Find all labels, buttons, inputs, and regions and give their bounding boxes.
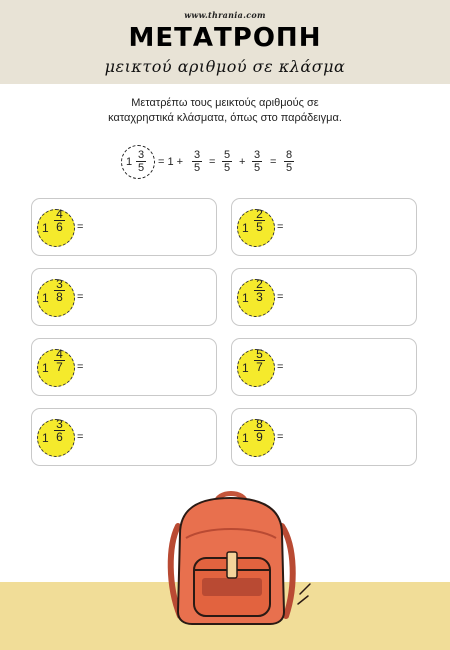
denominator: 7 <box>256 360 263 374</box>
whole-part: 1 <box>42 361 49 375</box>
numerator: 4 <box>56 207 63 221</box>
equals-sign: = <box>277 221 284 233</box>
fraction <box>54 208 65 233</box>
numerator: 3 <box>253 149 261 161</box>
denominator: 8 <box>56 290 63 304</box>
fraction <box>254 348 265 373</box>
fraction <box>54 348 65 373</box>
numerator: 5 <box>256 347 263 361</box>
instructions <box>60 96 390 126</box>
page-title: ΜΕΤΑΤΡΟΠΗ <box>128 23 322 53</box>
numerator: 2 <box>256 207 263 221</box>
exercise-card-8[interactable] <box>231 408 417 466</box>
numerator: 4 <box>56 347 63 361</box>
example-fraction-1 <box>136 149 146 174</box>
backpack-icon <box>150 486 315 628</box>
fraction <box>54 278 65 303</box>
example-equals: = <box>209 156 216 168</box>
equals-sign: = <box>77 291 84 303</box>
example-fraction-4 <box>252 149 262 174</box>
exercise-card-5[interactable] <box>31 338 217 396</box>
whole-part: 1 <box>42 431 49 445</box>
fraction <box>54 418 65 443</box>
example-fraction-3 <box>222 149 232 174</box>
whole-part: 1 <box>242 291 249 305</box>
denominator: 5 <box>285 162 293 174</box>
exercise-card-3[interactable] <box>31 268 217 326</box>
numerator: 3 <box>56 277 63 291</box>
exercise-card-6[interactable] <box>231 338 417 396</box>
equals-sign: = <box>277 431 284 443</box>
numerator: 3 <box>193 149 201 161</box>
exercise-card-4[interactable] <box>231 268 417 326</box>
site-url: www.thrania.com <box>184 10 266 20</box>
example-equals-one-plus: = 1 + <box>158 156 184 168</box>
denominator: 7 <box>56 360 63 374</box>
example-plus: + <box>239 156 246 168</box>
instructions-line-2: καταχρηστικά κλάσματα, όπως στο παράδειγμα. <box>108 112 342 124</box>
denominator: 5 <box>193 162 201 174</box>
exercise-card-1[interactable] <box>31 198 217 256</box>
denominator: 6 <box>56 220 63 234</box>
whole-part: 1 <box>242 221 249 235</box>
numerator: 3 <box>137 149 145 161</box>
whole-part: 1 <box>42 291 49 305</box>
whole-part: 1 <box>42 221 49 235</box>
example-whole: 1 <box>126 156 133 168</box>
whole-part: 1 <box>242 431 249 445</box>
equals-sign: = <box>77 361 84 373</box>
fraction <box>254 208 265 233</box>
equals-sign: = <box>277 361 284 373</box>
denominator: 3 <box>256 290 263 304</box>
denominator: 5 <box>256 220 263 234</box>
whole-part: 1 <box>242 361 249 375</box>
denominator: 5 <box>223 162 231 174</box>
denominator: 6 <box>56 430 63 444</box>
worked-example <box>121 145 341 181</box>
header-band <box>0 0 450 84</box>
denominator: 5 <box>253 162 261 174</box>
example-equals: = <box>270 156 277 168</box>
numerator: 2 <box>256 277 263 291</box>
equals-sign: = <box>77 431 84 443</box>
fraction <box>254 278 265 303</box>
numerator: 5 <box>223 149 231 161</box>
example-fraction-5 <box>284 149 294 174</box>
equals-sign: = <box>277 291 284 303</box>
denominator: 9 <box>256 430 263 444</box>
numerator: 8 <box>256 417 263 431</box>
numerator: 3 <box>56 417 63 431</box>
equals-sign: = <box>77 221 84 233</box>
numerator: 8 <box>285 149 293 161</box>
instructions-line-1: Μετατρέπω τους μεικτούς αριθμούς σε <box>131 97 319 109</box>
exercise-card-7[interactable] <box>31 408 217 466</box>
example-fraction-2 <box>192 149 202 174</box>
exercise-card-2[interactable] <box>231 198 417 256</box>
fraction <box>254 418 265 443</box>
page-subtitle: μεικτού αριθμού σε κλάσμα <box>104 57 346 76</box>
denominator: 5 <box>137 162 145 174</box>
